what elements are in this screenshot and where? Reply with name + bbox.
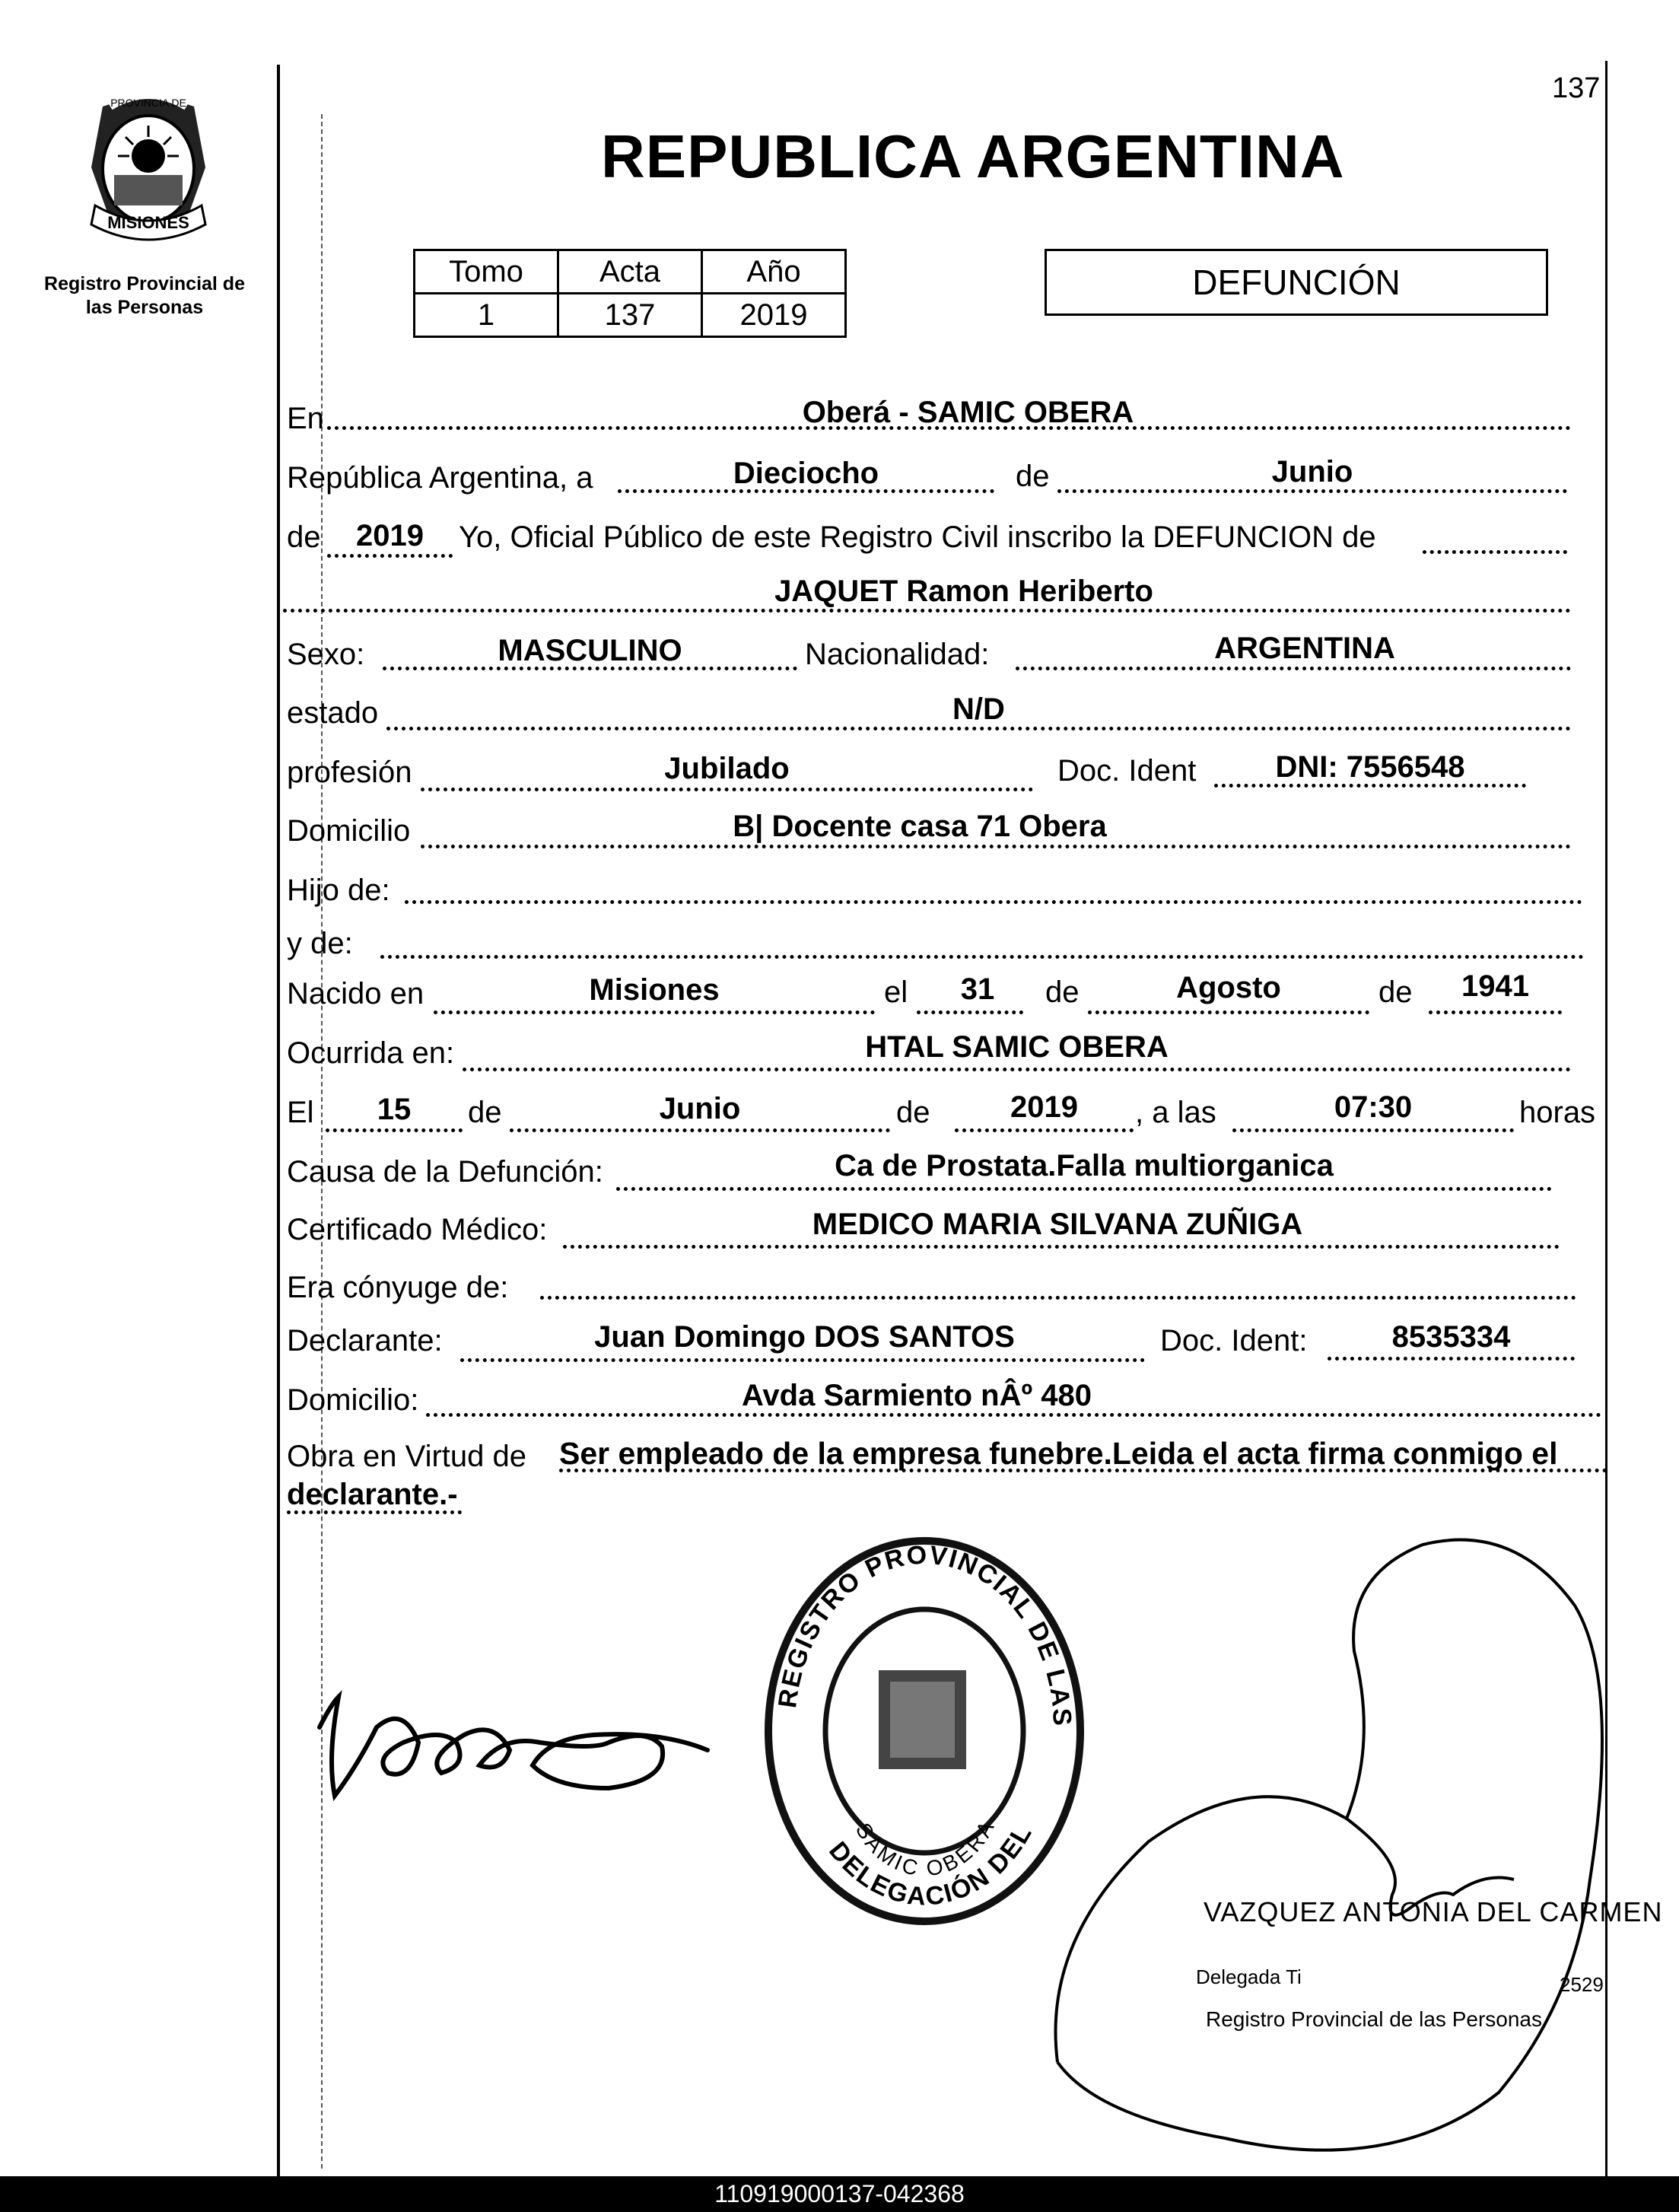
field-def-anio: 2019: [1010, 1090, 1078, 1124]
registro-provincial-label: [30, 272, 259, 320]
label-doc-ident: Doc. Ident: [1057, 754, 1197, 788]
label-y-de: y de:: [287, 927, 353, 960]
dotted-line: [917, 1011, 1023, 1014]
label-republica: República Argentina, a: [287, 461, 593, 495]
dotted-line: [426, 1413, 1601, 1417]
provincia-misiones-seal-icon: [72, 84, 224, 251]
field-anio: 2019: [356, 519, 424, 552]
stamp-inner-text: SAMIC OBERA: [851, 1815, 1000, 1881]
field-sexo: MASCULINO: [498, 634, 682, 667]
field-certificado: MEDICO MARIA SILVANA ZUÑIGA: [812, 1208, 1303, 1241]
registro-line-2: las Personas: [85, 297, 204, 319]
form-left-border: [277, 65, 280, 2176]
field-nacido-en: Misiones: [589, 973, 720, 1007]
field-def-hora: 07:30: [1334, 1090, 1413, 1124]
svg-text:PROVINCIA DE: PROVINCIA DE: [110, 97, 186, 109]
dotted-line: [1328, 1357, 1575, 1361]
field-profesion: Jubilado: [664, 752, 790, 785]
label-sexo: Sexo:: [287, 638, 365, 671]
dotted-line: [460, 1358, 1145, 1362]
anio-value: 2019: [702, 294, 846, 337]
dotted-line: [405, 900, 1582, 904]
stamp-top-text: REGISTRO PROVINCIAL DE LAS: [773, 1540, 1077, 1728]
dotted-line: [380, 955, 1584, 959]
field-def-mes: Junio: [659, 1092, 741, 1125]
dotted-line: [463, 1068, 1571, 1071]
label-nacionalidad: Nacionalidad:: [805, 638, 990, 671]
dotted-line: [1423, 550, 1567, 554]
label-en: En: [287, 402, 324, 435]
label-de-nac-anio: de: [1378, 976, 1413, 1009]
dotted-line: [326, 1128, 463, 1132]
field-mes: Junio: [1271, 455, 1353, 489]
label-domicilio-2: Domicilio:: [287, 1383, 419, 1417]
dotted-line: [1429, 1011, 1562, 1014]
dotted-line: [421, 788, 1033, 791]
field-causa: Ca de Prostata.Falla multiorganica: [835, 1149, 1334, 1182]
label-el: el: [884, 976, 908, 1009]
label-de-anio: de: [287, 520, 321, 554]
field-domicilio: B| Docente casa 71 Obera: [733, 810, 1107, 843]
dotted-line: [283, 609, 1571, 613]
field-obra-line-1: Ser empleado de la empresa funebre.Leida el acta firma conmigo el: [559, 1436, 1558, 1471]
label-conyuge: Era cónyuge de:: [287, 1271, 509, 1304]
field-lugar: Oberá - SAMIC OBERA: [802, 396, 1134, 429]
registro-line-1: Registro Provincial de: [44, 273, 245, 294]
label-el-cap: El: [287, 1096, 314, 1129]
record-number-table: [413, 249, 847, 338]
field-obra-line-2: declarante.-: [287, 1478, 458, 1511]
field-nac-dia: 31: [960, 972, 995, 1006]
label-nacido-en: Nacido en: [287, 977, 425, 1011]
label-ocurrida-en: Ocurrida en:: [287, 1036, 455, 1070]
field-def-dia: 15: [377, 1093, 412, 1126]
dotted-line: [616, 1187, 1552, 1191]
acta-header: Acta: [558, 250, 702, 294]
field-dia-letras: Dieciocho: [733, 457, 879, 490]
dotted-line: [1057, 489, 1567, 493]
field-declarante-doc: 8535334: [1391, 1320, 1511, 1354]
label-profesion: profesión: [287, 756, 412, 789]
official-name: VAZQUEZ ANTONIA DEL CARMEN: [1204, 1896, 1663, 1927]
label-obra: Obra en Virtud de: [287, 1440, 527, 1473]
label-hijo-de: Hijo de:: [287, 874, 390, 907]
field-nac-anio: 1941: [1461, 969, 1529, 1003]
label-certificado: Certificado Médico:: [287, 1213, 548, 1246]
svg-text:MISIONES: MISIONES: [107, 213, 189, 232]
label-intro: Yo, Oficial Público de este Registro Civil inscribo la DEFUNCION de: [459, 520, 1376, 554]
dotted-line: [327, 554, 453, 558]
field-ocurrida-en: HTAL SAMIC OBERA: [865, 1030, 1169, 1064]
field-nombre: JAQUET Ramon Heriberto: [774, 574, 1153, 608]
dotted-line: [434, 1011, 875, 1014]
field-declarante: Juan Domingo DOS SANTOS: [594, 1320, 1015, 1354]
label-estado: estado: [287, 696, 379, 730]
declarante-signature: [304, 1674, 730, 1819]
dotted-line: [955, 1128, 1134, 1132]
label-horas: horas: [1519, 1096, 1596, 1129]
field-doc: DNI: 7556548: [1275, 750, 1465, 784]
dotted-line: [386, 727, 1571, 730]
label-a-las: , a las: [1135, 1096, 1216, 1129]
dotted-line: [421, 845, 1571, 848]
record-type-box: DEFUNCIÓN: [1045, 249, 1548, 316]
official-registro: Registro Provincial de las Personas: [1206, 2007, 1542, 2031]
field-declarante-domicilio: Avda Sarmiento nÂº 480: [742, 1379, 1092, 1412]
acta-value: 137: [558, 294, 702, 337]
tomo-header: Tomo: [415, 250, 558, 294]
dotted-line: [563, 1245, 1560, 1249]
dotted-line: [1016, 667, 1571, 670]
official-title: Delegada Ti: [1196, 1965, 1302, 1988]
field-nac-mes: Agosto: [1176, 971, 1281, 1004]
label-de-nac-mes: de: [1045, 976, 1080, 1009]
label-de-def-anio: de: [896, 1096, 930, 1129]
dotted-line: [510, 1128, 890, 1132]
dotted-line: [1214, 784, 1526, 788]
label-causa: Causa de la Defunción:: [287, 1155, 603, 1189]
page-title: REPUBLICA ARGENTINA: [601, 123, 1345, 190]
anio-header: Año: [702, 250, 846, 294]
label-declarante: Declarante:: [287, 1324, 443, 1357]
dotted-line: [1232, 1128, 1514, 1132]
page-number: 137: [1552, 72, 1601, 104]
label-doc-ident-2: Doc. Ident:: [1160, 1324, 1308, 1357]
label-de: de: [1016, 460, 1050, 493]
official-number: 2529: [1560, 1973, 1604, 1996]
label-de-def-mes: de: [468, 1096, 502, 1129]
stamp-bottom-text: DELEGACIÓN DEL: [823, 1819, 1038, 1911]
dotted-line: [1088, 1011, 1369, 1014]
field-estado: N/D: [952, 692, 1005, 726]
label-domicilio: Domicilio: [287, 814, 411, 848]
dotted-line: [540, 1296, 1576, 1300]
document-barcode-footer: 110919000137-042368: [0, 2176, 1679, 2212]
tomo-value: 1: [415, 294, 558, 337]
official-signature: [1027, 1514, 1636, 2169]
field-nacionalidad: ARGENTINA: [1214, 632, 1395, 665]
